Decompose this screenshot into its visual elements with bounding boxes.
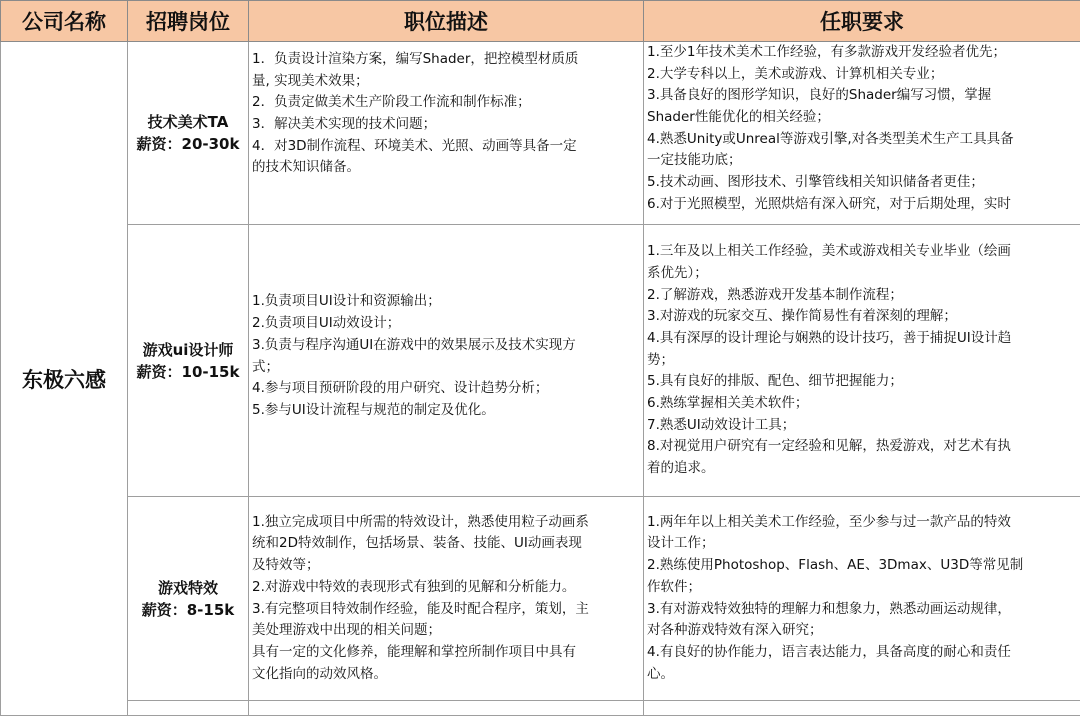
text-line: 文化指向的动效风格。: [252, 664, 640, 686]
text-line: 7.熟悉UI动效设计工具；: [647, 415, 1077, 437]
text-line: 具有一定的文化修养，能理解和掌控所制作项目中具有: [252, 642, 640, 664]
description-cell: [249, 225, 644, 497]
company-name: 东极六感: [1, 42, 128, 716]
position-salary: 薪资：8-15k: [129, 599, 247, 621]
text-line: 1.至少1年技术美术工作经验，有多款游戏开发经验者优先；: [647, 42, 1077, 64]
requirements-lines: [647, 512, 1077, 686]
text-line: 量, 实现美术效果；: [252, 71, 640, 93]
position-title: 技术美术TA: [129, 111, 247, 133]
text-line: 4.参与项目预研阶段的用户研究、设计趋势分析；: [252, 378, 640, 400]
position-salary: 薪资：20-30k: [129, 133, 247, 155]
text-line: 统和2D特效制作，包括场景、装备、技能、UI动画表现: [252, 533, 640, 555]
text-line: 心。: [647, 664, 1077, 686]
table-row: [1, 42, 1080, 225]
header-company: 公司名称: [1, 1, 128, 42]
empty-cell: [644, 701, 1080, 716]
position-cell: [128, 225, 249, 497]
text-line: 2.熟练使用Photoshop、Flash、AE、3Dmax、U3D等常见制: [647, 555, 1077, 577]
text-line: 对各种游戏特效有深入研究；: [647, 620, 1077, 642]
table-row: [1, 225, 1080, 497]
position-cell: [128, 42, 249, 225]
text-line: 的技术知识储备。: [252, 157, 640, 179]
text-line: 4.具有深厚的设计理论与娴熟的设计技巧，善于捕捉UI设计趋: [647, 328, 1077, 350]
text-line: 5.参与UI设计流程与规范的制定及优化。: [252, 400, 640, 422]
header-position: 招聘岗位: [128, 1, 249, 42]
text-line: 设计工作；: [647, 533, 1077, 555]
text-line: 3.负责与程序沟通UI在游戏中的效果展示及技术实现方: [252, 335, 640, 357]
text-line: 6.对于光照模型，光照烘焙有深入研究，对于后期处理，实时: [647, 194, 1077, 216]
text-line: 1.两年年以上相关美术工作经验，至少参与过一款产品的特效: [647, 512, 1077, 534]
text-line: 势；: [647, 350, 1077, 372]
text-line: 系优先）；: [647, 263, 1077, 285]
text-line: 式；: [252, 357, 640, 379]
text-line: 8.对视觉用户研究有一定经验和见解，热爱游戏，对艺术有执: [647, 436, 1077, 458]
description-cell: [249, 497, 644, 701]
text-line: 3．解决美术实现的技术问题；: [252, 114, 640, 136]
text-line: 5.具有良好的排版、配色、细节把握能力；: [647, 371, 1077, 393]
text-line: Shader性能优化的相关经验；: [647, 107, 1077, 129]
text-line: 1．负责设计渲染方案，编写Shader，把控模型材质质: [252, 49, 640, 71]
position-salary: 薪资：10-15k: [129, 361, 247, 383]
empty-cell: [128, 701, 249, 716]
text-line: 2.了解游戏，熟悉游戏开发基本制作流程；: [647, 285, 1077, 307]
empty-cell: [249, 701, 644, 716]
text-line: 2.负责项目UI动效设计；: [252, 313, 640, 335]
text-line: 1.独立完成项目中所需的特效设计，熟悉使用粒子动画系: [252, 512, 640, 534]
text-line: 3.有完整项目特效制作经验，能及时配合程序，策划，主: [252, 599, 640, 621]
text-line: 美处理游戏中出现的相关问题；: [252, 620, 640, 642]
text-line: 3.对游戏的玩家交互、操作简易性有着深刻的理解；: [647, 306, 1077, 328]
text-line: 着的追求。: [647, 458, 1077, 480]
table-row: [1, 497, 1080, 701]
description-lines: [252, 42, 640, 179]
requirements-lines: [647, 241, 1077, 480]
requirements-cell: [644, 225, 1080, 497]
header-requirements: 任职要求: [644, 1, 1080, 42]
text-line: 作软件；: [647, 577, 1077, 599]
text-line: 2.对游戏中特效的表现形式有独到的见解和分析能力。: [252, 577, 640, 599]
text-line: 2.大学专科以上，美术或游戏、计算机相关专业；: [647, 64, 1077, 86]
text-line: 一定技能功底；: [647, 150, 1077, 172]
text-line: 及特效等；: [252, 555, 640, 577]
header-row: [1, 1, 1080, 42]
table-row: [1, 701, 1080, 716]
requirements-cell: [644, 497, 1080, 701]
text-line: 6.熟练掌握相关美术软件；: [647, 393, 1077, 415]
text-line: 1.三年及以上相关工作经验，美术或游戏相关专业毕业（绘画: [647, 241, 1077, 263]
requirements-lines: [647, 42, 1077, 216]
description-cell: [249, 42, 644, 225]
text-line: 4.有良好的协作能力，语言表达能力，具备高度的耐心和责任: [647, 642, 1077, 664]
header-description: 职位描述: [249, 1, 644, 42]
position-title: 游戏ui设计师: [129, 339, 247, 361]
text-line: 4.熟悉Unity或Unreal等游戏引擎,对各类型美术生产工具具备: [647, 129, 1077, 151]
text-line: 2．负责定做美术生产阶段工作流和制作标准；: [252, 92, 640, 114]
description-lines: [252, 512, 640, 686]
position-title: 游戏特效: [129, 577, 247, 599]
text-line: 5.技术动画、图形技术、引擎管线相关知识储备者更佳；: [647, 172, 1077, 194]
text-line: 4．对3D制作流程、环境美术、光照、动画等具备一定: [252, 136, 640, 158]
text-line: 3.有对游戏特效独特的理解力和想象力，熟悉动画运动规律，: [647, 599, 1077, 621]
text-line: 1.负责项目UI设计和资源输出；: [252, 291, 640, 313]
requirements-cell: [644, 42, 1080, 225]
position-cell: [128, 497, 249, 701]
description-lines: [252, 291, 640, 421]
text-line: 3.具备良好的图形学知识，良好的Shader编写习惯，掌握: [647, 85, 1077, 107]
